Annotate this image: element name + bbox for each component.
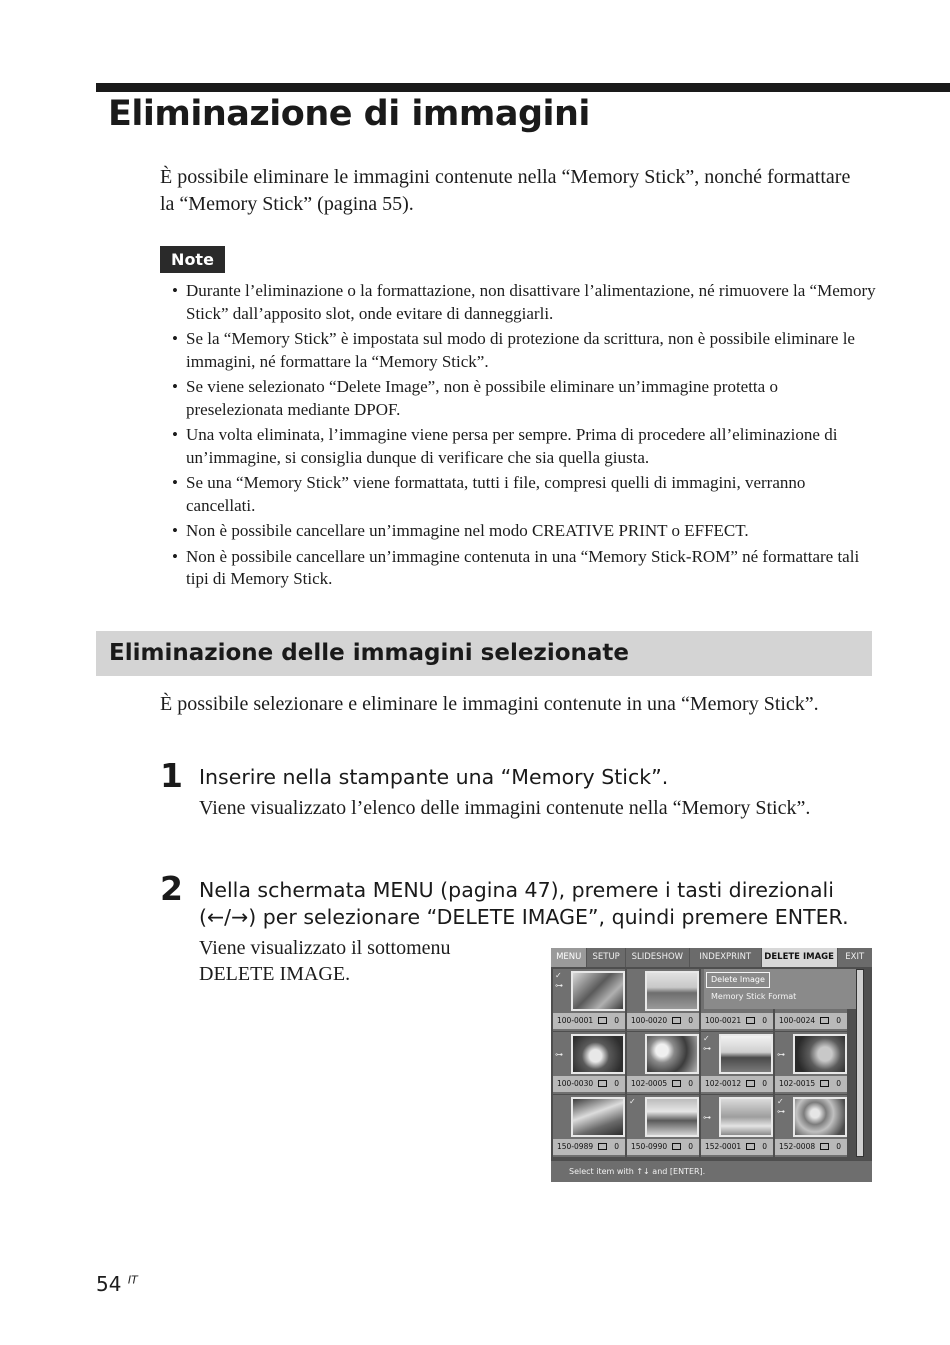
thumbnail-image: [571, 1034, 625, 1074]
thumbnail-image: [645, 971, 699, 1011]
note-item: • Durante l’eliminazione o la formattazione, non disattivare l’alimentazione, né rimuovere la “Memory Stick” dall’apposito slot, onde evitare di danneggiarli.: [172, 281, 876, 323]
thumbnail-image: [645, 1034, 699, 1074]
note-item: • Se viene selezionato “Delete Image”, non è possibile eliminare un’immagine protetta o preselezionata mediante DPOF.: [172, 377, 778, 419]
thumbnail-caption: 100-0030 0: [553, 1076, 625, 1092]
section-intro: È possibile selezionare e eliminare le immagini contenute in una “Memory Stick”.: [160, 693, 819, 715]
thumbnail-caption: 150-0989 0: [553, 1139, 625, 1155]
thumbnail-caption: 100-0001 0: [553, 1013, 625, 1029]
thumbnail-cell[interactable]: [627, 1032, 699, 1094]
top-rule: [96, 83, 950, 92]
menu-tab-exit[interactable]: EXIT: [845, 952, 865, 962]
folder-icon: [746, 1017, 755, 1024]
folder-icon: [820, 1080, 829, 1087]
page-number: 54 $^{IT}$: [96, 1272, 138, 1296]
thumbnail-image: [719, 1097, 773, 1137]
step-2-body-line1: Viene visualizzato il sottomenu: [199, 937, 451, 959]
folder-icon: [820, 1143, 829, 1150]
folder-icon: [746, 1143, 755, 1150]
thumbnail-cell[interactable]: [627, 1095, 699, 1157]
note-item: • Non è possibile cancellare un’immagine contenuta in una “Memory Stick-ROM” né formattare tali tipi di Memory Stick.: [172, 546, 860, 588]
folder-icon: [746, 1080, 755, 1087]
thumbnail-cell[interactable]: [701, 1032, 773, 1094]
step-2-heading-line2: (←/→) per selezionare “DELETE IMAGE”, quindi premere ENTER.: [199, 905, 849, 929]
intro-paragraph: È possibile eliminare le immagini contenute nella “Memory Stick”, nonché formattare la “Memory Stick” (pagina 55).: [160, 166, 851, 215]
menu-tab-delete-image[interactable]: DELETE IMAGE: [762, 948, 838, 967]
step-2-body-line2: DELETE IMAGE.: [199, 963, 351, 985]
menu-tab-setup[interactable]: SETUP: [587, 948, 625, 967]
thumbnail-cell[interactable]: [553, 969, 625, 1031]
status-marks: ⊶: [777, 1050, 785, 1059]
folder-icon: [598, 1080, 607, 1087]
status-marks: ✓ ⊶: [777, 1097, 785, 1116]
status-marks: ✓ ⊶: [703, 1034, 711, 1053]
thumbnail-image: [793, 1097, 847, 1137]
delete-submenu: [704, 969, 856, 1009]
thumbnail-image: [719, 1034, 773, 1074]
status-marks: ⊶: [703, 1113, 711, 1122]
note-item: • Se la “Memory Stick” è impostata sul modo di protezione da scrittura, non è possibile eliminare le immagini, né formattare la “Memory Stick”.: [172, 329, 855, 371]
thumbnail-cell[interactable]: [553, 1095, 625, 1157]
note-item: • Non è possibile cancellare un’immagine nel modo CREATIVE PRINT o EFFECT.: [172, 521, 749, 540]
thumbnail-image: [645, 1097, 699, 1137]
thumbnail-image: [793, 1034, 847, 1074]
page-title: Eliminazione di immagini: [108, 94, 590, 134]
folder-icon: [672, 1017, 681, 1024]
note-item: • Se una “Memory Stick” viene formattata, tutti i file, compresi quelli di immagini, verranno cancellati.: [172, 473, 806, 515]
status-bar: Select item with ↑↓ and [ENTER].: [551, 1161, 872, 1182]
thumbnail-image: [571, 1097, 625, 1137]
thumbnail-cell[interactable]: [775, 1095, 847, 1157]
step-number-2: 2: [160, 869, 183, 908]
thumbnail-caption: 102-0012 0: [701, 1076, 773, 1092]
note-item: • Una volta eliminata, l’immagine viene persa per sempre. Prima di procedere all’eliminazione di un’immagine, si consiglia dunque di verificare che sia quella giusta.: [172, 425, 838, 467]
folder-icon: [598, 1143, 607, 1150]
thumbnail-cell[interactable]: [701, 1095, 773, 1157]
thumbnail-cell[interactable]: [553, 1032, 625, 1094]
thumbnail-caption: 152-0008 0: [775, 1139, 847, 1155]
note-badge: Note: [160, 246, 225, 273]
thumbnail-caption: 100-0020 0: [627, 1013, 699, 1029]
thumbnail-cell[interactable]: [775, 1032, 847, 1094]
menu-label: MENU: [551, 948, 587, 967]
submenu-delete-image[interactable]: Delete Image: [706, 972, 770, 988]
notes-list: [172, 280, 877, 594]
folder-icon: [672, 1080, 681, 1087]
thumbnail-caption: 102-0005 0: [627, 1076, 699, 1092]
thumbnail-caption: 100-0024 0: [775, 1013, 847, 1029]
thumbnail-cell[interactable]: [627, 969, 699, 1031]
section-title: Eliminazione delle immagini selezionate: [109, 640, 629, 666]
printer-screen: [551, 948, 872, 1182]
thumbnail-caption: 102-0015 0: [775, 1076, 847, 1092]
status-marks: ⊶: [555, 1050, 563, 1059]
thumbnail-caption: 152-0001 0: [701, 1139, 773, 1155]
menu-tab-indexprint[interactable]: INDEXPRINT: [690, 948, 762, 967]
step-1-body: Viene visualizzato l’elenco delle immagini contenute nella “Memory Stick”.: [199, 797, 811, 819]
step-number-1: 1: [160, 756, 183, 795]
scrollbar[interactable]: [856, 969, 864, 1157]
folder-icon: [820, 1017, 829, 1024]
submenu-memory-stick-format[interactable]: Memory Stick Format: [711, 992, 797, 1001]
status-marks: ✓ ⊶: [555, 971, 563, 990]
folder-icon: [672, 1143, 681, 1150]
folder-icon: [598, 1017, 607, 1024]
thumbnail-caption: 100-0021 0: [701, 1013, 773, 1029]
thumbnail-caption: 150-0990 0: [627, 1139, 699, 1155]
thumbnail-image: [571, 971, 625, 1011]
menu-tab-slideshow[interactable]: SLIDESHOW: [626, 948, 690, 967]
status-marks: ✓: [629, 1097, 636, 1106]
step-1-heading: Inserire nella stampante una “Memory Stick”.: [199, 765, 669, 789]
menu-bar: [551, 948, 872, 967]
step-2-heading-line1: Nella schermata MENU (pagina 47), premere i tasti direzionali: [199, 878, 834, 902]
